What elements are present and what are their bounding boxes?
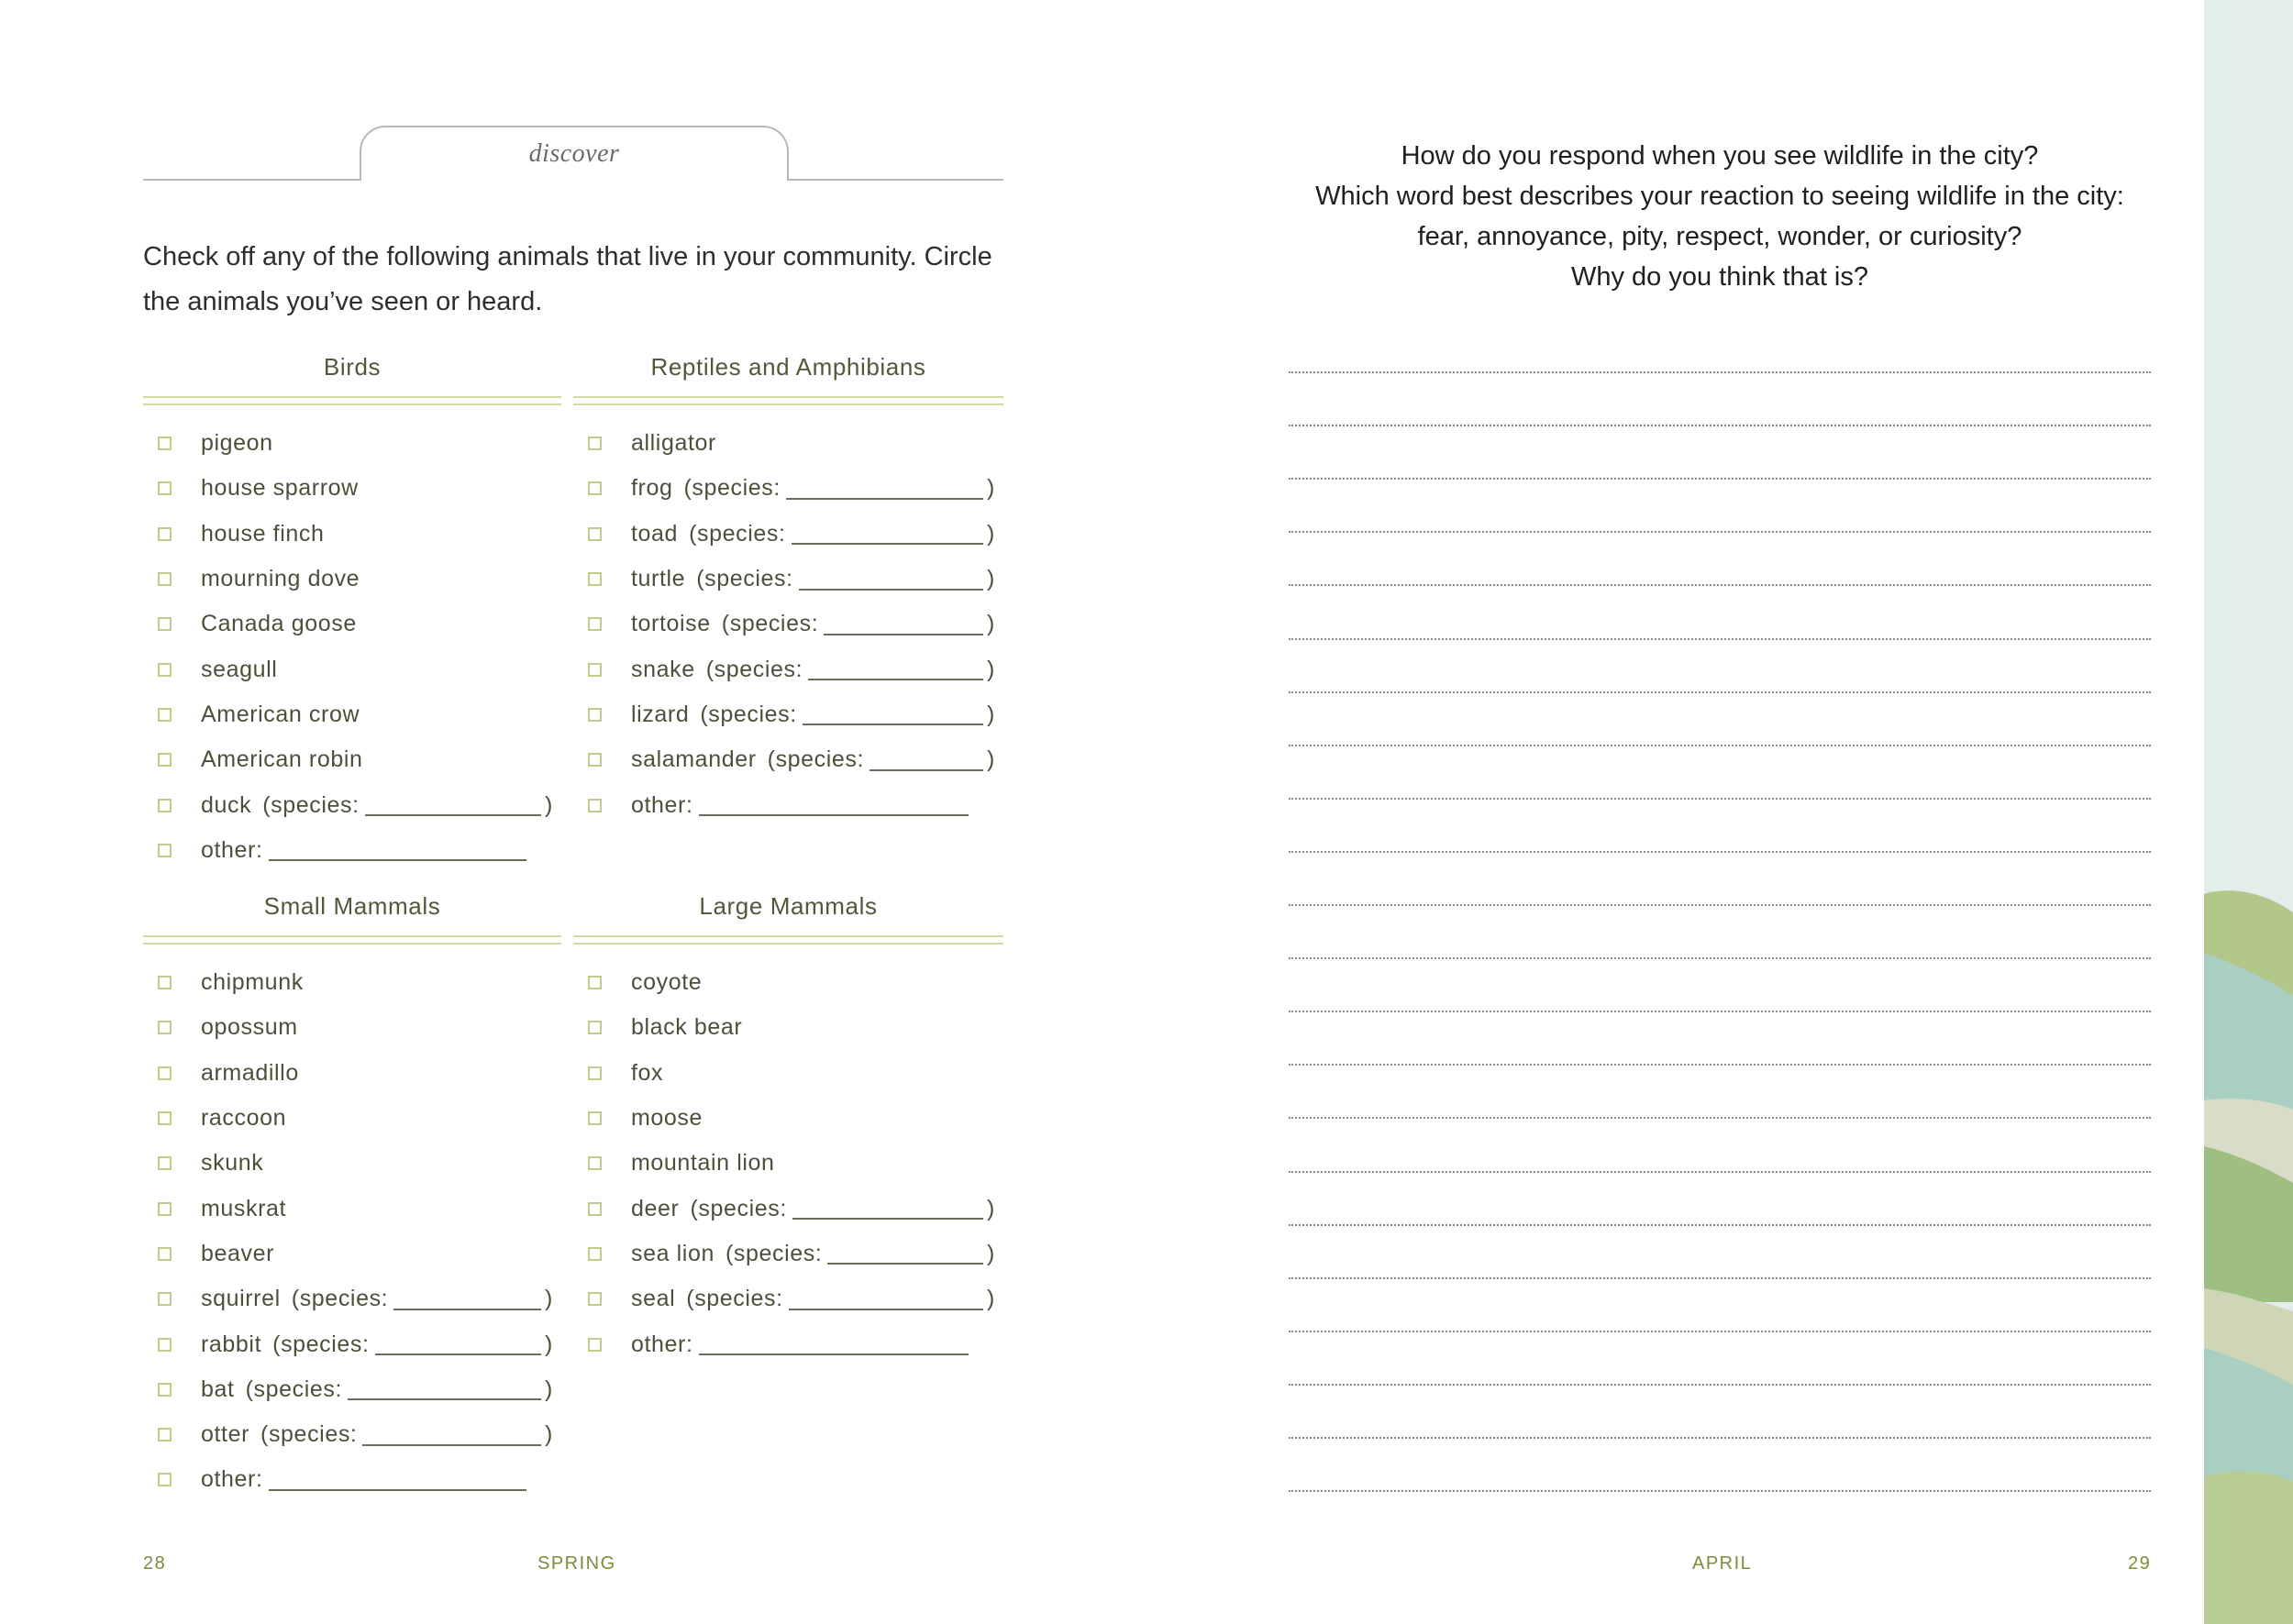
item-label: lizard: [631, 701, 690, 727]
writing-line[interactable]: [1289, 371, 2151, 373]
species-blank[interactable]: [824, 613, 983, 635]
checklist-item: [143, 1367, 561, 1412]
checklist: [573, 421, 1003, 828]
checklist-item: [143, 960, 561, 1005]
checkbox[interactable]: [158, 1247, 172, 1261]
checkbox[interactable]: [158, 572, 172, 586]
checklist: [143, 421, 561, 873]
item-label: house sparrow: [201, 475, 359, 502]
checklist-item: [573, 1232, 1003, 1276]
species-prompt: (species:: [683, 475, 781, 502]
checkbox[interactable]: [158, 1428, 172, 1442]
checkbox[interactable]: [158, 527, 172, 541]
other-blank[interactable]: [269, 1469, 526, 1491]
closing-paren: ): [545, 791, 553, 818]
question-line: Why do you think that is?: [1571, 262, 1868, 292]
species-prompt: (species:: [245, 1375, 342, 1402]
item-label: skunk: [201, 1150, 264, 1177]
writing-line[interactable]: [1289, 798, 2151, 800]
item-label: moose: [631, 1105, 703, 1132]
writing-line[interactable]: [1289, 478, 2151, 480]
species-prompt: (species:: [291, 1286, 389, 1312]
checklist-item: [573, 421, 1003, 466]
checkbox[interactable]: [588, 708, 602, 722]
checklist-item: [573, 512, 1003, 557]
checkbox[interactable]: [158, 844, 172, 857]
species-prompt: (species:: [696, 566, 793, 592]
checkbox[interactable]: [158, 1066, 172, 1080]
checklist-item: [573, 960, 1003, 1005]
checkbox[interactable]: [588, 1066, 602, 1080]
species-prompt: (species:: [262, 791, 360, 818]
checkbox[interactable]: [588, 527, 602, 541]
checklist-item: [143, 1232, 561, 1276]
checkbox[interactable]: [158, 1338, 172, 1352]
checklist-item: [143, 1457, 561, 1502]
species-blank[interactable]: [792, 1198, 983, 1220]
double-rule: [573, 396, 1003, 405]
question-line: fear, annoyance, pity, respect, wonder, or curiosity?: [1417, 222, 2022, 251]
checklist-item: [143, 1005, 561, 1050]
item-label: other:: [631, 791, 693, 818]
checkbox[interactable]: [158, 436, 172, 450]
checklist-item: [143, 646, 561, 691]
writing-line[interactable]: [1289, 1011, 2151, 1012]
species-prompt: (species:: [690, 1195, 787, 1221]
left-page: [0, 0, 1146, 1624]
checkbox[interactable]: [588, 1247, 602, 1261]
checkbox[interactable]: [588, 1156, 602, 1170]
item-label: bat: [201, 1375, 235, 1402]
species-prompt: (species:: [272, 1331, 370, 1357]
category-title: Birds: [323, 353, 382, 381]
item-label: muskrat: [201, 1195, 287, 1221]
checklist-item: [143, 1141, 561, 1186]
writing-line[interactable]: [1289, 1224, 2151, 1226]
writing-line[interactable]: [1289, 1490, 2151, 1492]
category-birds: [143, 348, 561, 873]
category-small-mammals: [143, 888, 561, 1503]
species-blank[interactable]: [789, 1288, 983, 1310]
item-label: opossum: [201, 1014, 298, 1041]
checkbox[interactable]: [588, 753, 602, 767]
closing-paren: ): [545, 1331, 553, 1357]
closing-paren: ): [987, 701, 995, 727]
checklist-item: [573, 646, 1003, 691]
checklist-item: [143, 1096, 561, 1141]
checkbox[interactable]: [588, 799, 602, 812]
item-label: tortoise: [631, 611, 711, 637]
double-rule: [143, 935, 561, 945]
page-number-right: 29: [2128, 1553, 2152, 1574]
checklist-item: [143, 1321, 561, 1366]
item-label: other:: [631, 1331, 693, 1357]
item-label: salamander: [631, 746, 757, 773]
checklist-item: [143, 1412, 561, 1457]
species-prompt: (species:: [689, 520, 786, 547]
writing-line[interactable]: [1289, 1171, 2151, 1173]
item-label: beaver: [201, 1240, 275, 1266]
species-blank[interactable]: [375, 1333, 541, 1355]
checkbox[interactable]: [588, 1111, 602, 1125]
checkbox[interactable]: [158, 1292, 172, 1306]
checklist-item: [573, 1276, 1003, 1321]
section-label-right: APRIL: [1692, 1553, 1753, 1574]
writing-line[interactable]: [1289, 745, 2151, 746]
species-blank[interactable]: [870, 749, 983, 771]
species-blank[interactable]: [803, 703, 983, 725]
species-blank[interactable]: [393, 1288, 541, 1310]
tab-label: discover: [528, 139, 620, 168]
checkbox[interactable]: [158, 1383, 172, 1397]
species-blank[interactable]: [786, 478, 983, 500]
checklist-item: [573, 782, 1003, 827]
writing-line[interactable]: [1289, 1064, 2151, 1066]
discover-tab: [360, 126, 789, 181]
category-reptiles-amphibians: [573, 348, 1003, 828]
writing-line[interactable]: [1289, 638, 2151, 640]
species-prompt: (species:: [721, 611, 819, 637]
item-label: other:: [201, 1466, 263, 1493]
species-prompt: (species:: [700, 701, 797, 727]
checklist-item: [573, 557, 1003, 602]
question-line: How do you respond when you see wildlife in the city?: [1401, 141, 2039, 171]
checklist-item: [143, 692, 561, 737]
checkbox[interactable]: [158, 1156, 172, 1170]
journal-question: [1266, 136, 2174, 297]
checklist-item: [143, 1186, 561, 1231]
category-title: Small Mammals: [263, 892, 441, 920]
category-title: Large Mammals: [699, 892, 878, 920]
item-label: otter: [201, 1421, 250, 1448]
closing-paren: ): [987, 746, 995, 773]
checkbox[interactable]: [158, 976, 172, 989]
item-label: snake: [631, 656, 695, 682]
closing-paren: ): [987, 475, 995, 502]
other-blank[interactable]: [269, 839, 526, 861]
closing-paren: ): [987, 1195, 995, 1221]
item-label: armadillo: [201, 1059, 299, 1086]
item-label: black bear: [631, 1014, 743, 1041]
item-label: house finch: [201, 520, 325, 547]
item-label: American crow: [201, 701, 360, 727]
checklist-item: [573, 737, 1003, 782]
writing-line[interactable]: [1289, 904, 2151, 906]
item-label: toad: [631, 520, 679, 547]
species-blank[interactable]: [792, 523, 984, 545]
item-label: American robin: [201, 746, 363, 773]
checkbox[interactable]: [588, 976, 602, 989]
writing-line[interactable]: [1289, 851, 2151, 853]
writing-line[interactable]: [1289, 957, 2151, 959]
item-label: sea lion: [631, 1240, 714, 1266]
checklist-item: [143, 466, 561, 511]
item-label: mountain lion: [631, 1150, 775, 1177]
checklist-item: [143, 557, 561, 602]
checklist-item: [143, 1276, 561, 1321]
checkbox[interactable]: [158, 1021, 172, 1034]
checkbox[interactable]: [588, 436, 602, 450]
species-prompt: (species:: [260, 1421, 358, 1448]
writing-line[interactable]: [1289, 531, 2151, 533]
checkbox[interactable]: [158, 481, 172, 495]
double-rule: [573, 935, 1003, 945]
species-prompt: (species:: [725, 1240, 823, 1266]
closing-paren: ): [545, 1286, 553, 1312]
checklist-item: [573, 1186, 1003, 1231]
closing-paren: ): [545, 1375, 553, 1402]
writing-line[interactable]: [1289, 1384, 2151, 1386]
checkbox[interactable]: [588, 617, 602, 631]
species-blank[interactable]: [348, 1378, 541, 1400]
item-label: seagull: [201, 656, 278, 682]
item-label: duck: [201, 791, 252, 818]
checkbox[interactable]: [158, 663, 172, 677]
category-large-mammals: [573, 888, 1003, 1367]
checkbox[interactable]: [588, 1202, 602, 1216]
item-label: coyote: [631, 969, 703, 996]
other-blank[interactable]: [699, 794, 969, 816]
checklist-item: [573, 1096, 1003, 1141]
checkbox[interactable]: [588, 572, 602, 586]
checklist-item: [143, 737, 561, 782]
item-label: other:: [201, 836, 263, 863]
closing-paren: ): [987, 1286, 995, 1312]
item-label: alligator: [631, 430, 716, 457]
checklist: [573, 960, 1003, 1367]
checkbox[interactable]: [158, 1111, 172, 1125]
question-line: Which word best describes your reaction to seeing wildlife in the city:: [1315, 182, 2124, 211]
writing-line[interactable]: [1289, 1331, 2151, 1332]
checklist-item: [143, 421, 561, 466]
writing-line[interactable]: [1289, 425, 2151, 426]
item-label: frog: [631, 475, 673, 502]
closing-paren: ): [987, 1240, 995, 1266]
checklist-item: [573, 692, 1003, 737]
checkbox[interactable]: [588, 1338, 602, 1352]
species-blank[interactable]: [365, 794, 541, 816]
checkbox[interactable]: [158, 753, 172, 767]
item-label: squirrel: [201, 1286, 281, 1312]
item-label: seal: [631, 1286, 676, 1312]
checklist-item: [573, 1321, 1003, 1366]
species-blank[interactable]: [827, 1243, 983, 1265]
checkbox[interactable]: [158, 1202, 172, 1216]
checklist-item: [143, 828, 561, 873]
double-rule: [143, 396, 561, 405]
checklist-item: [143, 602, 561, 646]
category-title: Reptiles and Amphibians: [650, 353, 926, 381]
species-prompt: (species:: [705, 656, 803, 682]
item-label: mourning dove: [201, 566, 360, 592]
closing-paren: ): [987, 656, 995, 682]
item-label: rabbit: [201, 1331, 262, 1357]
closing-paren: ): [987, 520, 995, 547]
item-label: raccoon: [201, 1105, 287, 1132]
checkbox[interactable]: [588, 663, 602, 677]
checklist-item: [143, 782, 561, 827]
species-blank[interactable]: [362, 1424, 541, 1446]
closing-paren: ): [545, 1421, 553, 1448]
species-prompt: (species:: [767, 746, 865, 773]
checklist-item: [143, 512, 561, 557]
item-label: pigeon: [201, 430, 273, 457]
checklist-item: [143, 1051, 561, 1096]
checkbox[interactable]: [158, 708, 172, 722]
closing-paren: ): [987, 566, 995, 592]
item-label: fox: [631, 1059, 664, 1086]
other-blank[interactable]: [699, 1333, 969, 1355]
species-blank[interactable]: [808, 658, 983, 680]
item-label: chipmunk: [201, 969, 304, 996]
closing-paren: ): [987, 611, 995, 637]
species-blank[interactable]: [799, 569, 983, 591]
checklist-item: [573, 466, 1003, 511]
hill-shape: [2204, 1472, 2293, 1624]
checklist-item: [573, 1005, 1003, 1050]
writing-line[interactable]: [1289, 1277, 2151, 1279]
checkbox[interactable]: [158, 799, 172, 812]
checklist-item: [573, 602, 1003, 646]
item-label: turtle: [631, 566, 686, 592]
species-prompt: (species:: [686, 1286, 783, 1312]
checkbox[interactable]: [158, 617, 172, 631]
checkbox[interactable]: [588, 481, 602, 495]
writing-line[interactable]: [1289, 1437, 2151, 1439]
checklist-item: [573, 1141, 1003, 1186]
checkbox[interactable]: [158, 1473, 172, 1486]
landscape-illustration: [2204, 0, 2293, 1624]
checklist: [143, 960, 561, 1503]
item-label: Canada goose: [201, 611, 357, 637]
checkbox[interactable]: [588, 1021, 602, 1034]
writing-line[interactable]: [1289, 1117, 2151, 1119]
writing-line[interactable]: [1289, 584, 2151, 586]
checklist-item: [573, 1051, 1003, 1096]
section-label-left: SPRING: [537, 1553, 616, 1574]
checkbox[interactable]: [588, 1292, 602, 1306]
page-number-left: 28: [143, 1553, 167, 1574]
writing-line[interactable]: [1289, 691, 2151, 693]
item-label: deer: [631, 1195, 680, 1221]
intro-text: Check off any of the following animals that live in your community. Circle the animals you’ve seen or heard.: [143, 242, 992, 316]
